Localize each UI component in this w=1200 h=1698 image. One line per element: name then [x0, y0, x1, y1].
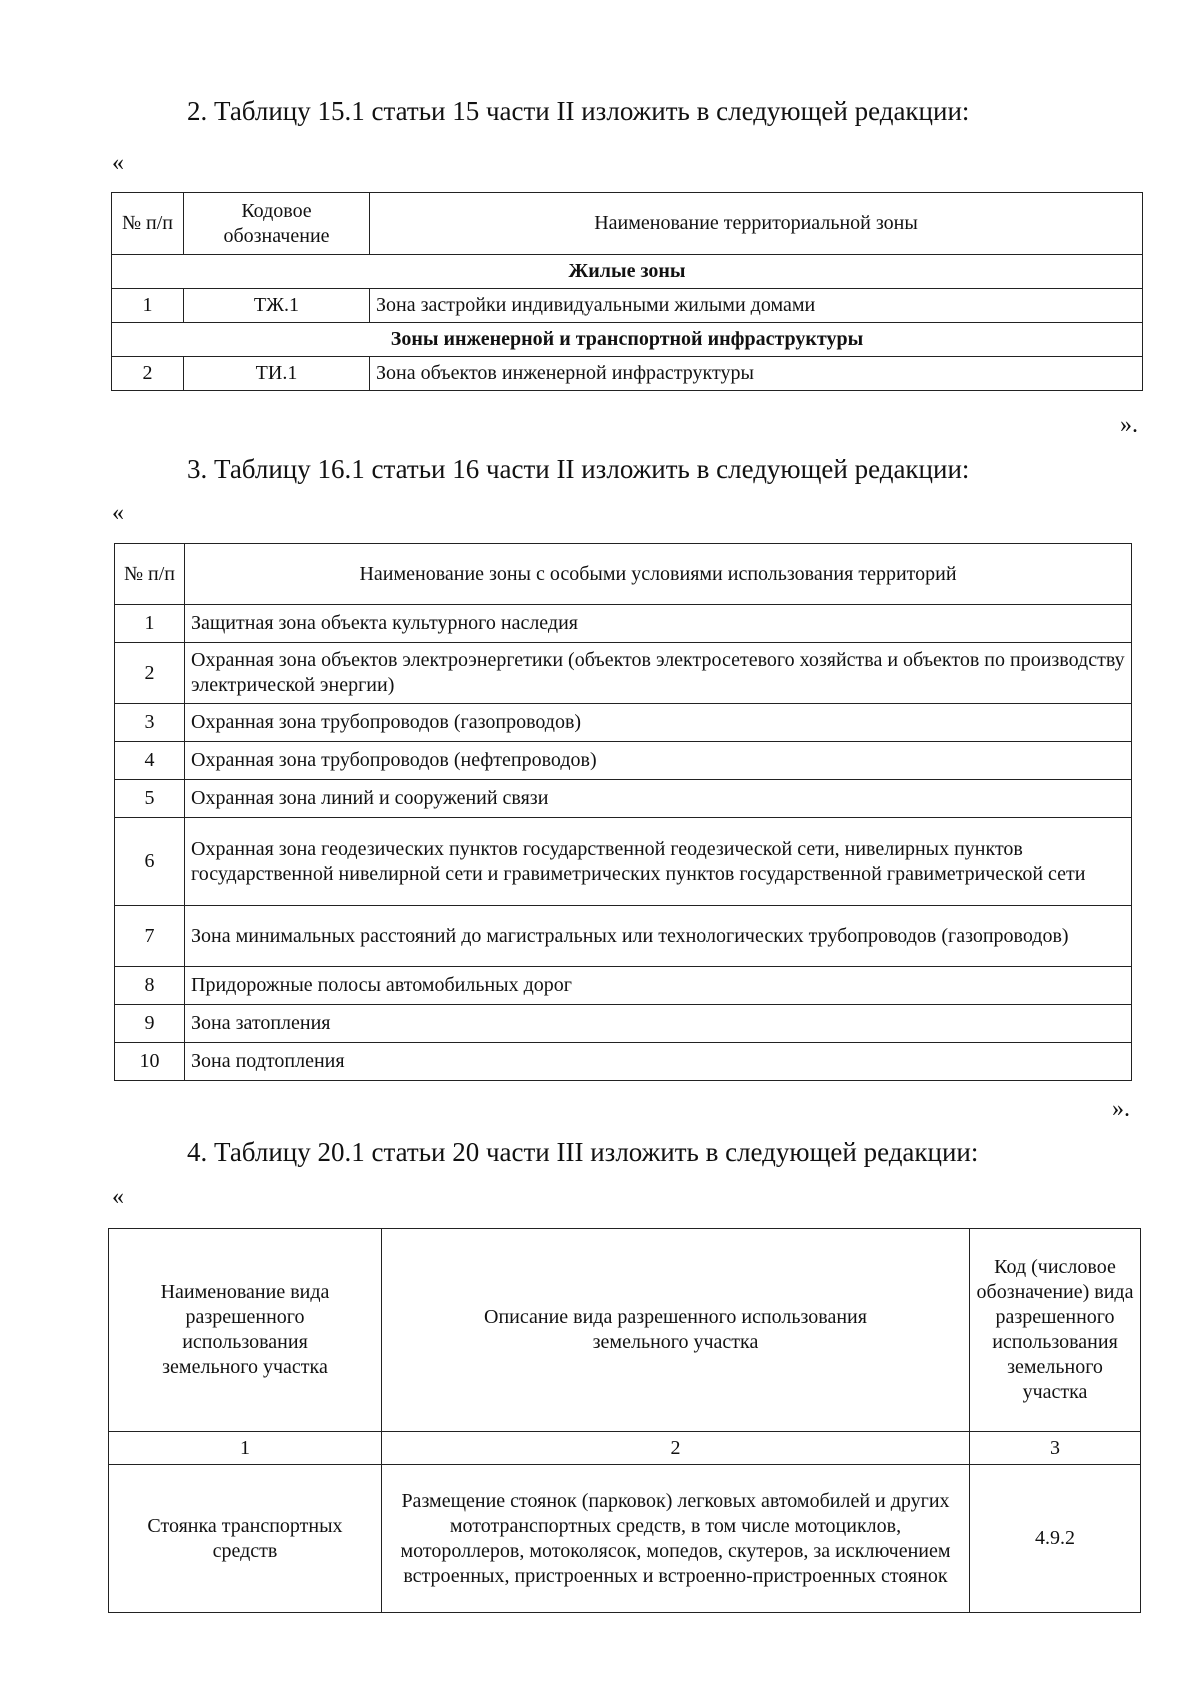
group-row: [112, 255, 1143, 289]
row-zone-name: Зона затопления: [185, 1005, 1132, 1043]
section4-heading: 4. Таблицу 20.1 статьи 20 части III изложить в следующей редакции:: [187, 1137, 979, 1167]
table-row: [115, 643, 1132, 704]
group-residential: Жилые зоны: [112, 255, 1143, 289]
section3-close-quote: ».: [1112, 1096, 1130, 1122]
table-row: [115, 742, 1132, 780]
table-row: [109, 1465, 1141, 1613]
row-num: 6: [115, 818, 185, 906]
row-code: ТЖ.1: [184, 289, 370, 323]
row-use-description: Размещение стоянок (парковок) легковых автомобилей и других мототранспортных средств, в том числе мотоциклов, мотороллеров, мотоколясок, мопедов, скутеров, за исключением встроенных, пристроенных и встроенно-пристроенных стоянок: [382, 1465, 970, 1613]
table-16-1: [114, 543, 1132, 1081]
section3-open-quote: «: [112, 500, 124, 526]
table-row: [115, 780, 1132, 818]
row-zone-name: Защитная зона объекта культурного наследия: [185, 605, 1132, 643]
row-use-name: Стоянка транспортных средств: [109, 1465, 382, 1613]
table-20-1: [108, 1228, 1141, 1613]
row-num: 8: [115, 967, 185, 1005]
row-code: ТИ.1: [184, 357, 370, 391]
group-row: [112, 323, 1143, 357]
header-num: № п/п: [112, 193, 184, 255]
row-num: 5: [115, 780, 185, 818]
column-number: 3: [970, 1432, 1141, 1465]
row-num: 3: [115, 704, 185, 742]
column-number: 1: [109, 1432, 382, 1465]
column-number-row: [109, 1432, 1141, 1465]
section4-open-quote: «: [112, 1184, 124, 1210]
row-num: 1: [112, 289, 184, 323]
table-row: [115, 1005, 1132, 1043]
row-zone-name: Охранная зона трубопроводов (нефтепроводов): [185, 742, 1132, 780]
section3-heading: 3. Таблицу 16.1 статьи 16 части II изложить в следующей редакции:: [187, 454, 970, 484]
row-zone-name: Зона минимальных расстояний до магистральных или технологических трубопроводов (газопроводов): [185, 906, 1132, 967]
table-header-row: [115, 544, 1132, 605]
row-zone-name: Зона подтопления: [185, 1043, 1132, 1081]
table-row: [115, 704, 1132, 742]
section2-open-quote: «: [112, 150, 124, 176]
table-row: [115, 906, 1132, 967]
section2-close-quote: ».: [1120, 412, 1138, 438]
row-num: 10: [115, 1043, 185, 1081]
table-15-1: [111, 192, 1143, 391]
header-use-description: Описание вида разрешенного использования земельного участка: [382, 1229, 970, 1432]
row-zone-name: Охранная зона трубопроводов (газопроводов): [185, 704, 1132, 742]
row-zone-name: Зона объектов инженерной инфраструктуры: [370, 357, 1143, 391]
header-use-code: Код (числовое обозначение) вида разрешенного использования земельного участка: [970, 1229, 1141, 1432]
table-header-row: [109, 1229, 1141, 1432]
header-num: № п/п: [115, 544, 185, 605]
row-num: 2: [112, 357, 184, 391]
group-infrastructure: Зоны инженерной и транспортной инфраструктуры: [112, 323, 1143, 357]
header-code: Кодовое обозначение: [184, 193, 370, 255]
table-row: [115, 1043, 1132, 1081]
table-header-row: [112, 193, 1143, 255]
row-zone-name: Охранная зона объектов электроэнергетики (объектов электросетевого хозяйства и объектов по производству электрической энергии): [185, 643, 1132, 704]
row-zone-name: Придорожные полосы автомобильных дорог: [185, 967, 1132, 1005]
row-num: 7: [115, 906, 185, 967]
table-row: [112, 289, 1143, 323]
row-num: 2: [115, 643, 185, 704]
table-row: [112, 357, 1143, 391]
header-zone-name: Наименование территориальной зоны: [370, 193, 1143, 255]
row-zone-name: Охранная зона линий и сооружений связи: [185, 780, 1132, 818]
row-num: 1: [115, 605, 185, 643]
header-use-name: Наименование вида разрешенного использования земельного участка: [109, 1229, 382, 1432]
row-use-code: 4.9.2: [970, 1465, 1141, 1613]
table-row: [115, 818, 1132, 906]
table-row: [115, 605, 1132, 643]
row-zone-name: Зона застройки индивидуальными жилыми домами: [370, 289, 1143, 323]
section2-heading: 2. Таблицу 15.1 статьи 15 части II изложить в следующей редакции:: [187, 96, 970, 126]
row-zone-name: Охранная зона геодезических пунктов государственной геодезической сети, нивелирных пунктов государственной нивелирной сети и гравиметрических пунктов государственной гравиметрической сети: [185, 818, 1132, 906]
column-number: 2: [382, 1432, 970, 1465]
row-num: 4: [115, 742, 185, 780]
header-zone-name: Наименование зоны с особыми условиями использования территорий: [185, 544, 1132, 605]
table-row: [115, 967, 1132, 1005]
row-num: 9: [115, 1005, 185, 1043]
